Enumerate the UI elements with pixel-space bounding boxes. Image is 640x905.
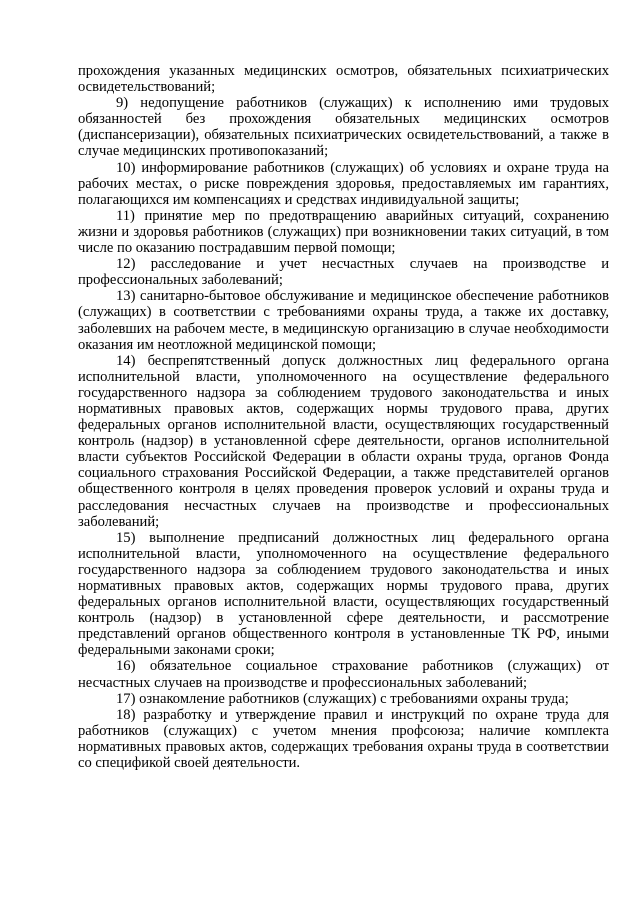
list-item-16: 16) обязательное социальное страхование работников (служащих) от несчастных случаев на производстве и профессиональных заболеваний; (78, 658, 609, 691)
list-item-9: 9) недопущение работников (служащих) к исполнению ими трудовых обязанностей без прохождения обязательных медицинских осмотров (диспансеризации), обязательных психиатрических освидетельствований, а также в случае медицинских противопоказаний; (78, 95, 609, 160)
list-item-15: 15) выполнение предписаний должностных лиц федерального органа исполнительной власти, уполномоченного на осуществление федерального государственного надзора за соблюдением трудового законодательства и иных нормативных правовых актов, содержащих нормы трудового права, других федеральных органов исполнительной власти, осуществляющих государственный контроль (надзор) в установленной сфере деятельности, и рассмотрение представлений органов общественного контроля в установленные ТК РФ, иными федеральными законами сроки; (78, 529, 609, 659)
list-item-13: 13) санитарно-бытовое обслуживание и медицинское обеспечение работников (служащих) в соответствии с требованиями охраны труда, а также их доставку, заболевших на рабочем месте, в медицинскую организацию в случае необходимости оказания им неотложной медицинской помощи; (78, 288, 609, 353)
list-item-18: 18) разработку и утверждение правил и инструкций по охране труда для работников (служащих) с учетом мнения профсоюза; наличие комплекта нормативных правовых актов, содержащих требования охраны труда в соответствии со спецификой своей деятельности. (78, 706, 609, 772)
list-item-11: 11) принятие мер по предотвращению аварийных ситуаций, сохранению жизни и здоровья работников (служащих) при возникновении таких ситуаций, в том числе по оказанию пострадавшим первой помощи; (78, 207, 609, 257)
document-page (78, 63, 609, 771)
list-item-10: 10) информирование работников (служащих) об условиях и охране труда на рабочих местах, о риске повреждения здоровья, предоставляемых им гарантиях, полагающихся им компенсациях и средствах индивидуальной защиты; (78, 159, 609, 208)
list-item-17: 17) ознакомление работников (служащих) с требованиями охраны труда; (116, 690, 569, 707)
list-item-14: 14) беспрепятственный допуск должностных лиц федерального органа исполнительной власти, уполномоченного на осуществление федерального государственного надзора за соблюдением трудового законодательства и иных нормативных правовых актов, содержащих нормы трудового права, других федеральных органов исполнительной власти, осуществляющих государственный контроль (надзор) в установленной сфере деятельности, органов исполнительной власти субъектов Российской Федерации в области охраны труда, органов Фонда социального страхования Российской Федерации, а также представителей органов общественного контроля в целях проведения проверок условий и охраны труда и расследования несчастных случаев на производстве и профессиональных заболеваний; (78, 352, 609, 530)
paragraph-continuation: прохождения указанных медицинских осмотров, обязательных психиатрических освидетельствований; (78, 63, 609, 96)
list-item-12: 12) расследование и учет несчастных случаев на производстве и профессиональных заболеваний; (78, 256, 609, 289)
